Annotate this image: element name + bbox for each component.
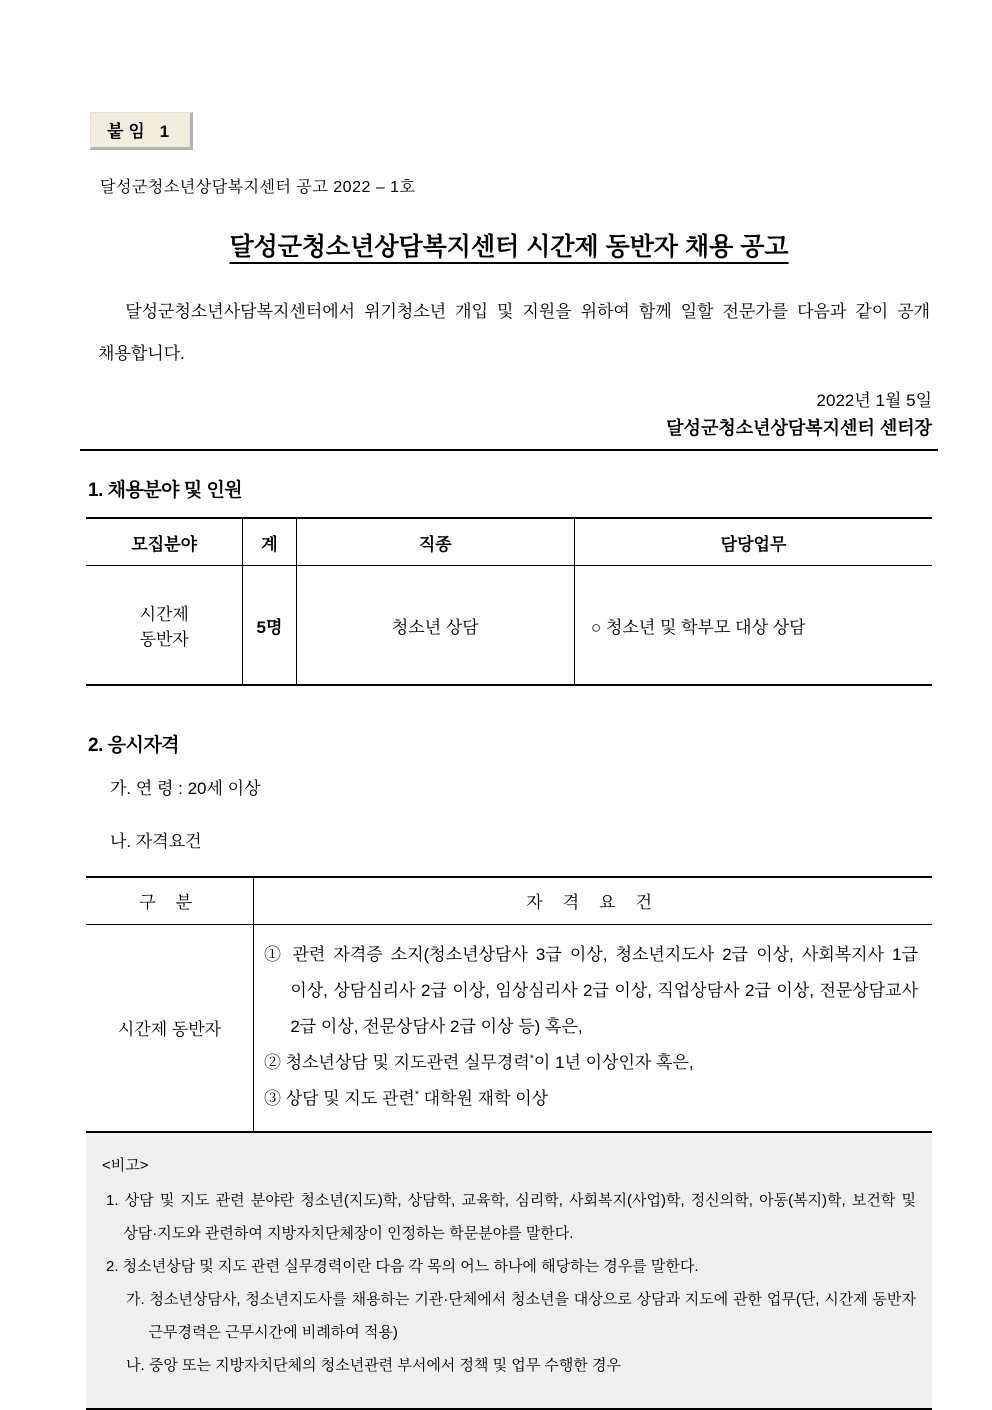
recruitment-table: [86, 517, 932, 686]
section2-heading: 2. 응시자격: [88, 735, 180, 757]
note-item-2b: 나. 중앙 또는 지방자치단체의 청소년관련 부서에서 정책 및 업무 수행한 경우: [126, 1356, 622, 1374]
footnote-asterisk: *: [414, 1088, 419, 1101]
header-divider: [80, 449, 938, 451]
cell-requirements: [253, 924, 932, 1132]
page-title: [86, 227, 932, 263]
requirement-text: 이 1년 이상인자 혹은,: [533, 1052, 694, 1072]
qualification-table-header: [86, 877, 932, 925]
cell-job: 청소년 상담: [296, 566, 575, 686]
cell-field-line2: 동반자: [139, 630, 189, 650]
recruitment-table-header: [86, 518, 932, 566]
requirement-item-3: [264, 1081, 918, 1117]
requirement-text: ② 청소년상담 및 지도관련 실무경력: [263, 1052, 530, 1072]
attachment-badge: 붙임 1: [90, 112, 193, 150]
requirement-item-1: [264, 937, 918, 1045]
table-row: [86, 566, 932, 686]
col-header-count: 계: [243, 518, 296, 566]
cell-field-line1: 시간제: [139, 605, 189, 625]
col-header-field: 모집분야: [86, 518, 243, 566]
requirement-text: ③ 상담 및 지도 관련: [263, 1088, 415, 1108]
section1-heading: 1. 채용분야 및 인원: [88, 480, 243, 502]
requirement-item-2: [264, 1045, 918, 1081]
table-header-row: [86, 877, 932, 925]
cell-count: 5명: [243, 566, 296, 686]
page-title-text: 달성군청소년상담복지센터 시간제 동반자 채용 공고: [229, 233, 789, 261]
qualification-item: 나. 자격요건: [110, 832, 202, 852]
requirement-text: 대학원 재학 이상: [418, 1088, 549, 1108]
notes-title: <비고>: [102, 1156, 149, 1174]
qualification-table: [86, 876, 932, 1133]
requirement-text: ① 관련 자격증 소지(청소년상담사 3급 이상, 청소년지도사 2급 이상, 사회복지사 1급 이상, 상담심리사 2급 이상, 임상심리사 2급 이상, 직업상담사 2급 이상, 전문상담교사 2급 이상, 전문상담사 2급 이상 등) 혹은,: [263, 944, 918, 1036]
note-item-2: 2. 청소년상담 및 지도 관련 실무경력이란 다음 각 목의 어느 하나에 해당하는 경우를 말한다.: [106, 1257, 699, 1275]
footnote-asterisk: *: [529, 1052, 534, 1065]
table-header-row: [86, 518, 932, 566]
announcement-date: 2022년 1월 5일: [816, 391, 932, 411]
intro-paragraph: 달성군청소년사담복지센터에서 위기청소년 개입 및 지원을 위하여 함께 일할 전문가를 다음과 같이 공개 채용합니다.: [98, 302, 930, 363]
qualification-table-body: [86, 924, 932, 1132]
recruitment-table-body: [86, 566, 932, 686]
col-header-job: 직종: [296, 518, 575, 566]
col-header-requirement: 자 격 요 건: [253, 877, 932, 925]
col-header-category: 구 분: [86, 877, 253, 925]
age-requirement-item: 가. 연 령 : 20세 이상: [110, 779, 261, 799]
note-item-1: 1. 상담 및 지도 관련 분야란 청소년(지도)학, 상담학, 교육학, 심리학, 사회복지(사업)학, 정신의학, 아동(복지)학, 보건학 및 상담·지도와 관련하여 지방자치단체장이 인정하는 학문분야를 말한다.: [106, 1191, 916, 1242]
notes-box: [86, 1133, 932, 1410]
notice-number: 달성군청소년상담복지센터 공고 2022 – 1호: [100, 179, 416, 196]
signer-name: 달성군청소년상담복지센터 센터장: [666, 418, 932, 439]
cell-duty: ○ 청소년 및 학부모 대상 상담: [575, 566, 932, 686]
note-item-2a: 가. 청소년상담사, 청소년지도사를 채용하는 기관·단체에서 청소년을 대상으로 상담과 지도에 관한 업무(단, 시간제 동반자 근무경력은 근무시간에 비례하여 적용): [126, 1290, 916, 1341]
cell-category: 시간제 동반자: [117, 1020, 222, 1040]
table-row: [86, 924, 932, 1132]
cell-field: [86, 566, 243, 686]
col-header-duty: 담당업무: [575, 518, 932, 566]
